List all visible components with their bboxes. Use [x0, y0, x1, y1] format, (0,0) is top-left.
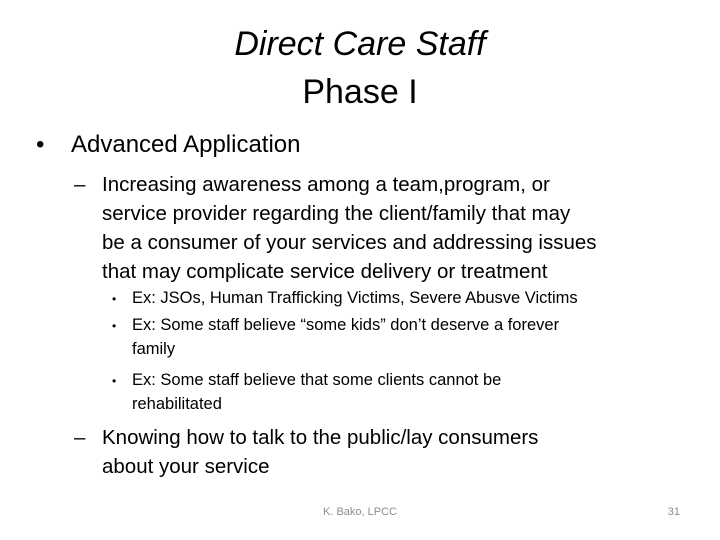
slide-number: 31: [667, 506, 680, 518]
bullet-marker: •: [36, 131, 45, 158]
sub-bullet-line: be a consumer of your services and addressing issues: [102, 231, 597, 254]
example-line: rehabilitated: [132, 395, 222, 413]
footer-author: K. Bako, LPCC: [323, 506, 397, 518]
example-line: Ex: Some staff believe that some clients cannot be: [132, 371, 502, 389]
sub-bullet-line: service provider regarding the client/family that may: [102, 202, 571, 225]
bullet-marker: •: [112, 292, 117, 306]
example-text: [132, 368, 672, 416]
sub-bullet-line: that may complicate service delivery or treatment: [102, 260, 548, 283]
sub-bullet-line: Knowing how to talk to the public/lay consumers: [102, 426, 539, 449]
bullet-marker: •: [112, 374, 117, 388]
title-line-2: Phase I: [302, 73, 418, 111]
bullet-text: Advanced Application: [71, 131, 301, 158]
sub-bullet-text: [102, 423, 674, 481]
dash-marker: –: [74, 426, 86, 449]
example-line: family: [132, 340, 176, 358]
dash-marker: –: [74, 173, 86, 196]
sub-bullet-line: Increasing awareness among a team,program, or: [102, 173, 550, 196]
sub-bullet-text: [102, 170, 674, 286]
example-line: Ex: JSOs, Human Trafficking Victims, Severe Abusve Victims: [132, 289, 578, 307]
example-line: Ex: Some staff believe “some kids” don’t deserve a forever: [132, 316, 560, 334]
bullet-marker: •: [112, 319, 117, 333]
example-text: [132, 313, 672, 361]
example-text: [132, 286, 672, 310]
title-line-1: Direct Care Staff: [234, 25, 486, 63]
sub-bullet-line: about your service: [102, 455, 270, 478]
slide-title: [0, 20, 720, 116]
